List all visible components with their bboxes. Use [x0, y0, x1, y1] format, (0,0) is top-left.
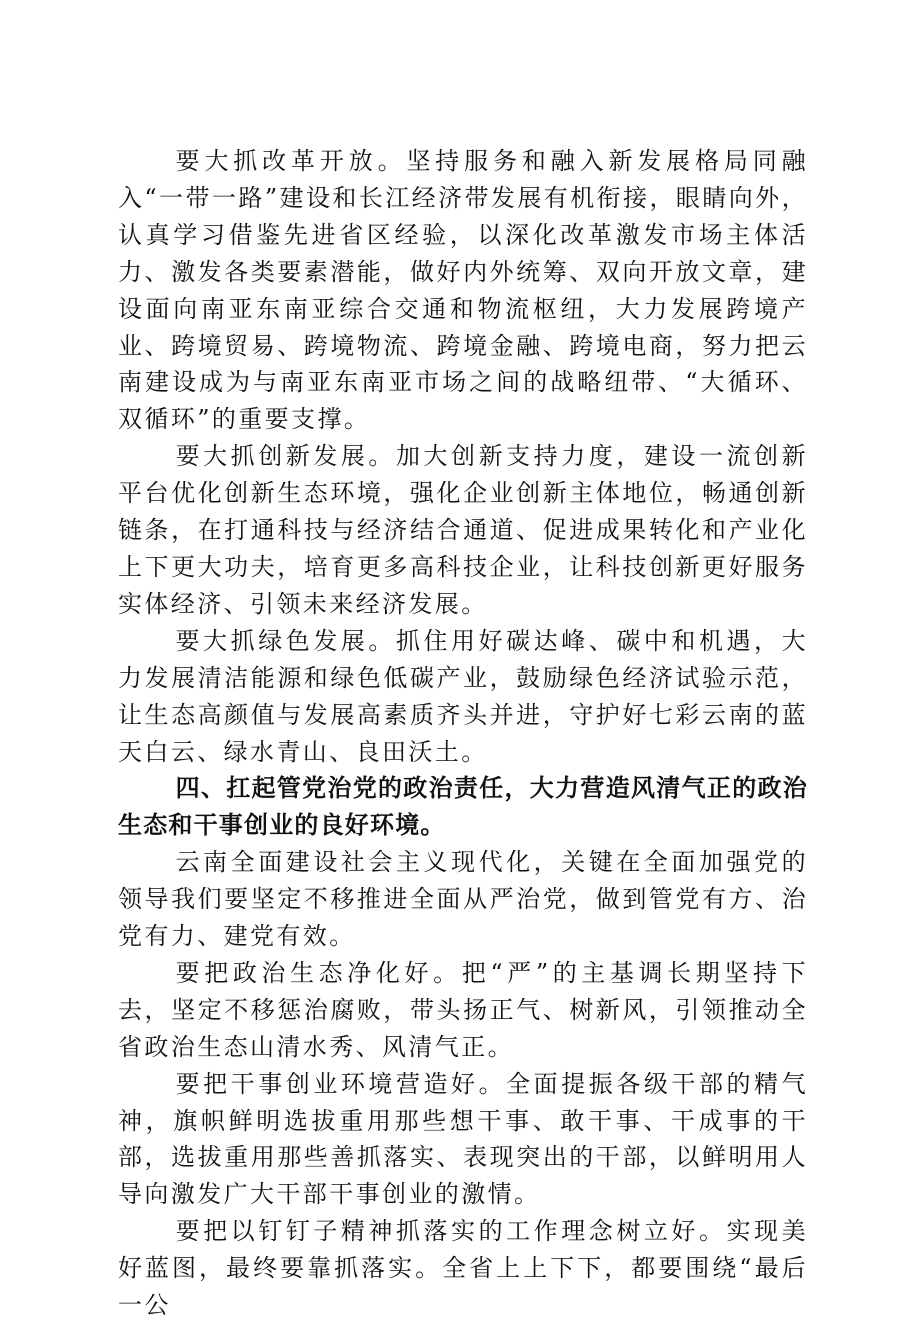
paragraph-implementation: 要把以钉钉子精神抓落实的工作理念树立好。实现美好蓝图，最终要靠抓落实。全省上上下下，都要围绕“最后一公	[118, 1217, 808, 1320]
paragraph-green-development: 要大抓绿色发展。抓住用好碳达峰、碳中和机遇，大力发展清洁能源和绿色低碳产业，鼓励绿色经济试验示范，让生态高颜值与发展高素质齐头并进，守护好七彩云南的蓝天白云、绿水青山、良田沃土。	[118, 626, 808, 766]
paragraph-work-environment: 要把干事创业环境营造好。全面提振各级干部的精气神，旗帜鲜明选拔重用那些想干事、敢干事、干成事的干部，选拔重用那些善抓落实、表现突出的干部，以鲜明用人导向激发广大干部干事创业的激情。	[118, 1069, 808, 1209]
document-body	[118, 143, 808, 1324]
section-heading-four: 四、扛起管党治党的政治责任，大力营造风清气正的政治生态和干事创业的良好环境。	[118, 774, 808, 840]
paragraph-reform-opening: 要大抓改革开放。坚持服务和融入新发展格局同融入“一带一路”建设和长江经济带发展有机衔接，眼睛向外，认真学习借鉴先进省区经验，以深化改革激发市场主体活力、激发各类要素潜能，做好内外统筹、双向开放文章，建设面向南亚东南亚综合交通和物流枢纽，大力发展跨境产业、跨境贸易、跨境物流、跨境金融、跨境电商，努力把云南建设成为与南亚东南亚市场之间的战略纽带、“大循环、双循环”的重要支撑。	[118, 147, 808, 434]
paragraph-innovation: 要大抓创新发展。加大创新支持力度，建设一流创新平台优化创新生态环境，强化企业创新主体地位，畅通创新链条，在打通科技与经济结合通道、促进成果转化和产业化上下更大功夫，培育更多高科技企业，让科技创新更好服务实体经济、引领未来经济发展。	[118, 442, 808, 618]
paragraph-political-ecology: 要把政治生态净化好。把“严”的主基调长期坚持下去，坚定不移惩治腐败，带头扬正气、树新风，引领推动全省政治生态山清水秀、风清气正。	[118, 958, 808, 1061]
paragraph-party-leadership: 云南全面建设社会主义现代化，关键在全面加强党的领导我们要坚定不移推进全面从严治党，做到管党有方、治党有力、建党有效。	[118, 848, 808, 951]
